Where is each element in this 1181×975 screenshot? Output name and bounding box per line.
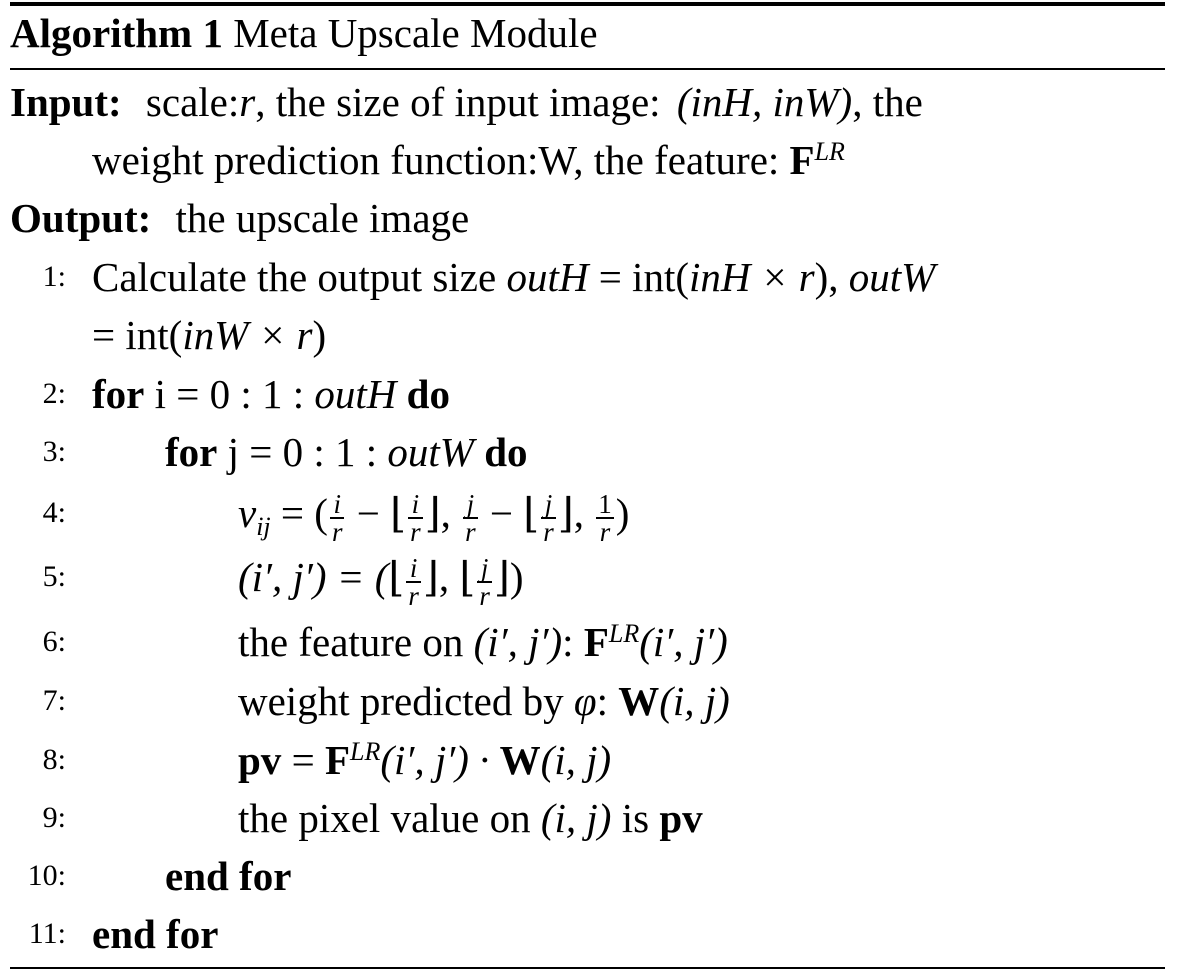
step-1-int: = int( [588,254,689,300]
step-2-var: outH [314,371,397,417]
step-8-sup: LR [349,737,381,766]
step-4-eq: = ( [270,490,328,536]
algorithm-block [10,0,1165,975]
step-5-lhs: (i′, j′) = ( [238,554,389,600]
step-9-pair: (i, j) [540,795,612,841]
step-1-outW: outW [848,254,936,300]
line-number-7: 7: [42,684,66,717]
line-number-3: 3: [42,435,66,468]
step-8-eq: = [281,737,325,783]
step-10 [165,847,291,905]
step-7 [238,672,730,730]
input-feature-F: F [789,137,815,183]
step-5-sep: ⌋, ⌊ [422,554,476,600]
step-4-minus: − ⌊ [346,490,407,536]
bottom-rule [10,967,1165,969]
step-4-minus2: − ⌊ [479,490,540,536]
step-1-cont-int: = int( [92,312,183,358]
frac-j-r: $\frac{j}{r}$ [465,488,476,547]
title-rule [10,68,1165,70]
step-6-F: F [583,619,609,665]
step-8-args2: (i, j) [540,737,612,783]
step-8 [238,731,611,789]
step-11 [92,905,218,963]
line-number-2: 2: [42,377,66,410]
line-number-6: 6: [42,625,66,658]
step-7-args: (i, j) [659,678,730,724]
step-6 [238,613,728,671]
algorithm-label: Algorithm 1 [10,10,223,56]
line-number-10: 10: [27,859,66,892]
step-4-v: v [238,490,257,536]
line-number-5: 5: [42,560,66,593]
step-6-pair: (i′, j′) [473,619,563,665]
step-10-end-for: end for [165,853,292,899]
frac-1-r: $\frac{1}{r}$ [598,488,612,547]
input-line1-end: , the [852,79,923,125]
step-1-text: Calculate the output size [92,254,507,300]
line-number-8: 8: [42,743,66,776]
step-6-colon: : [562,619,584,665]
step-7-W: W [618,678,660,724]
step-8-F: F [324,737,350,783]
input-line-2 [92,131,845,189]
algorithm-title [10,4,598,62]
input-line-1 [10,73,923,131]
step-1-outH: outH [506,254,589,300]
input-weight-text: weight prediction function:W, the feature: [92,137,790,183]
step-6-args: (i′, j′) [639,619,728,665]
step-1-cont [92,306,326,364]
step-8-pv: pv [238,737,282,783]
step-8-W: W [499,737,541,783]
step-9-pv: pv [659,795,703,841]
step-2-for: for [92,371,145,417]
step-4 [238,484,630,547]
step-9 [238,789,703,847]
input-scale-text: scale: [145,79,240,125]
output-line [10,189,469,247]
step-9-is: is [611,795,660,841]
step-11-end-for: end for [92,911,219,957]
step-4-sep2: ⌋, [557,490,595,536]
step-8-args1: (i′, j′) · [380,737,500,783]
step-1 [92,248,935,306]
input-label: Input: [10,79,122,125]
step-5 [238,548,524,611]
step-3-var: outW [387,429,474,475]
step-3-do: do [473,429,528,475]
input-feature-sup: LR [814,137,845,166]
step-7-text: weight predicted by [238,678,574,724]
algorithm-name: Meta Upscale Module [233,10,598,56]
step-6-text: the feature on [238,619,474,665]
step-3-for: for [165,429,218,475]
step-5-close: ⌋) [493,554,524,600]
step-2-range: i = 0 : 1 : [144,371,315,417]
step-4-close: ) [615,490,630,536]
frac5-i-r: $\frac{i}{r}$ [408,552,419,611]
step-5-floor1: ⌊ [388,554,405,600]
output-text: the upscale image [175,195,470,241]
step-1-cont-end: ) [312,312,327,358]
step-4-sep1: ⌋, [424,490,462,536]
step-1-expr: inH × r [689,254,815,300]
input-size-pair: (inH, inW) [676,79,853,125]
step-1-cont-expr: inW × r [182,312,313,358]
frac-i-r: $\frac{i}{r}$ [331,488,343,547]
output-label: Output: [10,195,152,241]
step-7-colon: : [596,678,619,724]
step-2 [92,365,450,423]
step-2-do: do [396,371,450,417]
step-4-sub: ij [256,512,271,541]
frac-j-r-floor: $\frac{j}{r}$ [543,488,554,547]
input-size-text: , the size of input image: [255,79,671,125]
step-9-text: the pixel value on [238,795,541,841]
line-number-9: 9: [42,801,66,834]
line-number-4: 4: [42,496,66,529]
line-number-11: 11: [28,917,66,950]
frac-i-r-floor: $\frac{i}{r}$ [410,488,421,547]
step-7-phi: φ [573,678,597,724]
step-3-range: j = 0 : 1 : [217,429,388,475]
step-1-sep: ), [814,254,849,300]
step-3 [165,423,528,481]
line-number-1: 1: [42,260,66,293]
frac5-j-r: $\frac{j}{r}$ [479,552,490,611]
step-6-sup: LR [608,619,640,648]
input-r: r [239,79,256,125]
